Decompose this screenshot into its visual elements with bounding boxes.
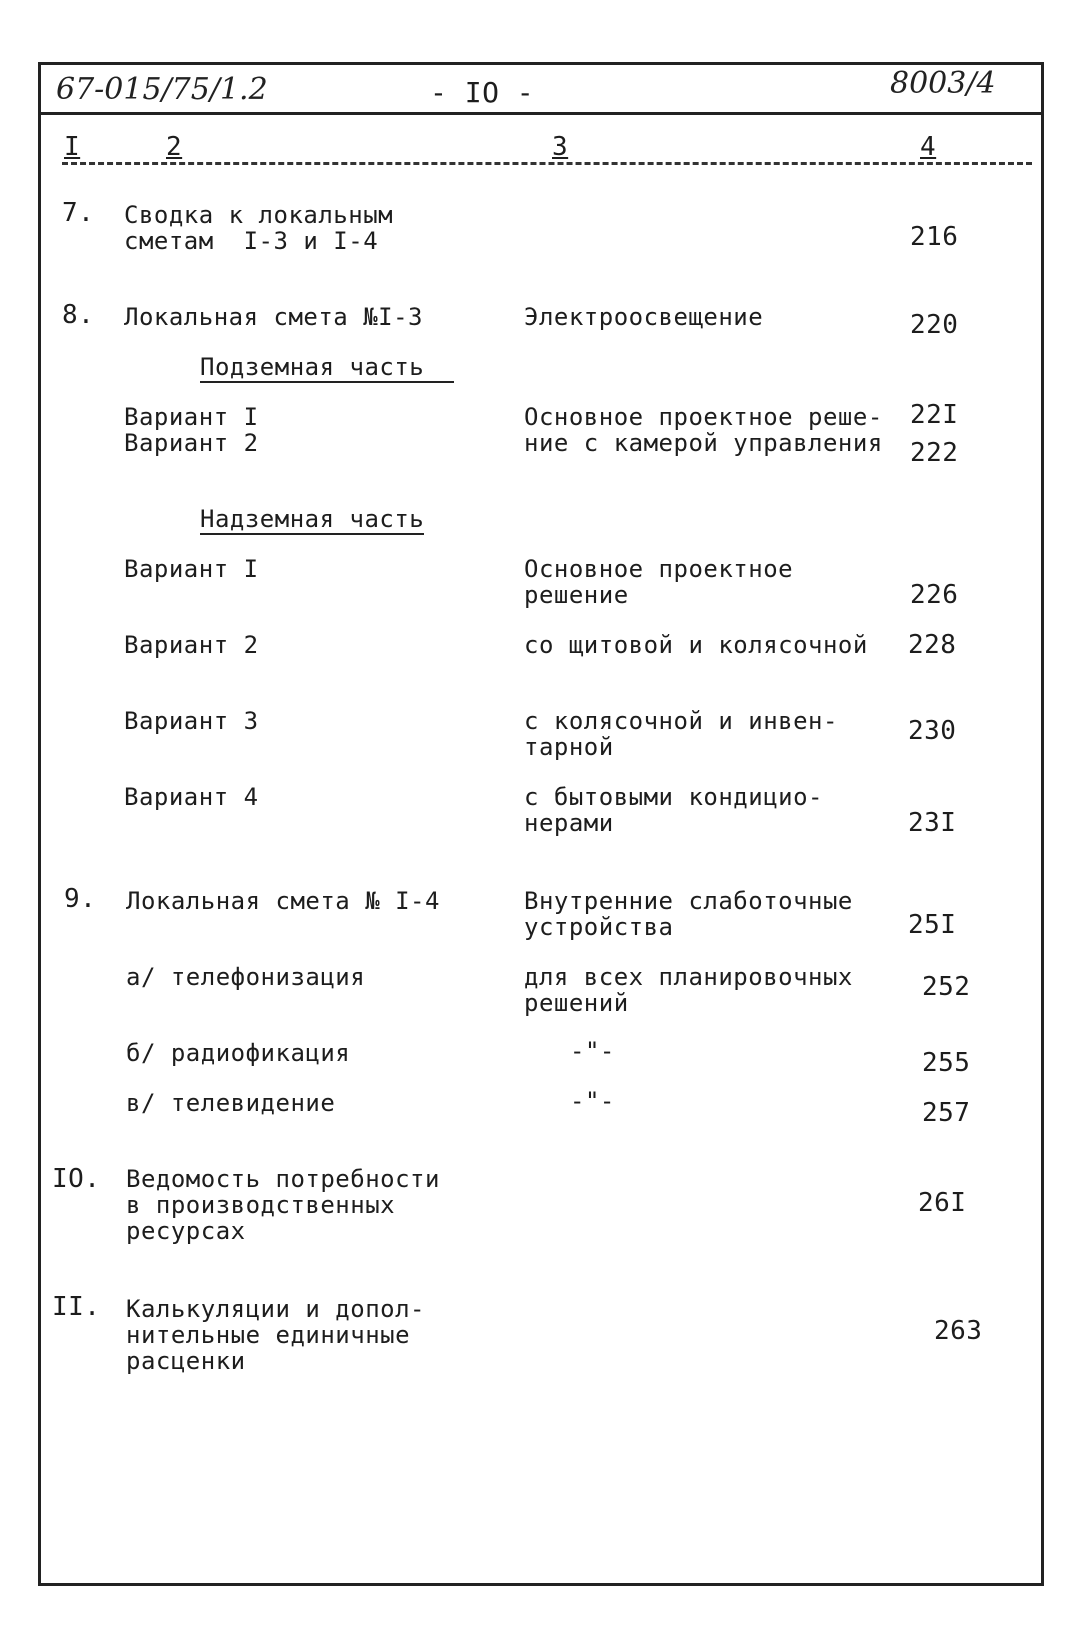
header-rule bbox=[38, 112, 1044, 115]
column-header-1: I bbox=[64, 132, 81, 162]
variant-label: Вариант 2 bbox=[124, 429, 259, 457]
column-header-rule bbox=[62, 162, 1032, 165]
subitem-label: в/ телевидение bbox=[126, 1089, 336, 1117]
variant-label: Вариант I bbox=[124, 403, 259, 431]
subitem-desc-line: -"- bbox=[570, 1037, 615, 1065]
subitem-desc-line: -"- bbox=[570, 1087, 615, 1115]
entry-title-line: Локальная смета № I-4 bbox=[126, 887, 440, 915]
variant-page: 226 bbox=[910, 580, 959, 610]
entry-title-line: Ведомость потребности bbox=[126, 1165, 440, 1193]
subitem-page: 257 bbox=[922, 1098, 971, 1128]
entry-desc-line: устройства bbox=[524, 913, 674, 941]
entry-number: 7. bbox=[62, 198, 95, 228]
entry-title-line: Сводка к локальным bbox=[124, 201, 394, 229]
variant-desc-line: с бытовыми кондицио- bbox=[524, 783, 823, 811]
entry-title-line: ресурсах bbox=[126, 1217, 246, 1245]
section-heading-aboveground: Надземная часть bbox=[200, 505, 425, 533]
entry-desc-line: Электроосвещение bbox=[524, 303, 764, 331]
subitem-label: а/ телефонизация bbox=[126, 963, 366, 991]
entry-title-line: в производственных bbox=[126, 1191, 396, 1219]
entry-page: 263 bbox=[934, 1316, 983, 1346]
entry-title-line: расценки bbox=[126, 1347, 246, 1375]
doc-code: 67-015/75/1.2 bbox=[56, 72, 268, 107]
variant-page: 23I bbox=[908, 808, 957, 838]
variant-label: Вариант 2 bbox=[124, 631, 259, 659]
column-header-2: 2 bbox=[166, 132, 183, 162]
entry-number: II. bbox=[52, 1292, 101, 1322]
column-header-4: 4 bbox=[920, 132, 937, 162]
entry-page: 220 bbox=[910, 310, 959, 340]
variant-page: 22I bbox=[910, 400, 959, 430]
entry-page: 25I bbox=[908, 910, 957, 940]
entry-number: 8. bbox=[62, 300, 95, 330]
entry-title-line: сметам I-3 и I-4 bbox=[124, 227, 379, 255]
entry-title-line: Локальная смета №I-3 bbox=[124, 303, 423, 331]
entry-number: IO. bbox=[52, 1164, 101, 1194]
variant-label: Вариант 4 bbox=[124, 783, 259, 811]
subitem-label: б/ радиофикация bbox=[126, 1039, 351, 1067]
subitem-page: 255 bbox=[922, 1048, 971, 1078]
variant-page: 230 bbox=[908, 716, 957, 746]
variant-desc-line: с колясочной и инвен- bbox=[524, 707, 838, 735]
subitem-desc-line: для всех планировочных bbox=[524, 963, 853, 991]
entry-title-line: Калькуляции и допол- bbox=[126, 1295, 425, 1323]
subitem-desc-line: решений bbox=[524, 989, 629, 1017]
archive-number: 8003/4 bbox=[890, 66, 996, 101]
page-number: - IO - bbox=[430, 76, 535, 109]
entry-title-line: нительные единичные bbox=[126, 1321, 411, 1349]
entry-page: 216 bbox=[910, 222, 959, 252]
variant-label: Вариант I bbox=[124, 555, 259, 583]
subitem-page: 252 bbox=[922, 972, 971, 1002]
variant-desc-line: Основное проектное bbox=[524, 555, 794, 583]
variant-page: 222 bbox=[910, 438, 959, 468]
entry-number: 9. bbox=[64, 884, 97, 914]
entry-desc-line: Внутренние слаботочные bbox=[524, 887, 853, 915]
column-header-3: 3 bbox=[552, 132, 569, 162]
variant-label: Вариант 3 bbox=[124, 707, 259, 735]
section-heading-underground: Подземная часть bbox=[200, 354, 454, 383]
entry-page: 26I bbox=[918, 1188, 967, 1218]
variant-desc-line: нерами bbox=[524, 809, 614, 837]
variant-desc-line: решение bbox=[524, 581, 629, 609]
variant-page: 228 bbox=[908, 630, 957, 660]
variant-desc-line: со щитовой и колясочной bbox=[524, 631, 868, 659]
variant-desc-line: ние с камерой управления bbox=[524, 429, 883, 457]
variant-desc-line: тарной bbox=[524, 733, 614, 761]
variant-desc-line: Основное проектное реше- bbox=[524, 403, 883, 431]
